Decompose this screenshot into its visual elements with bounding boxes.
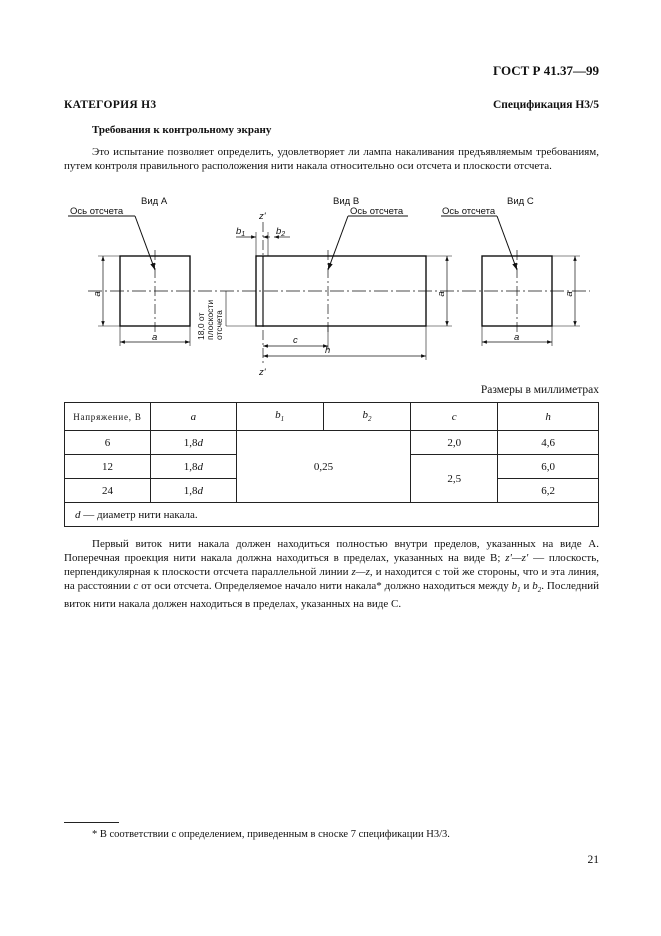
technical-drawing — [0, 190, 661, 380]
dim-a-bottom-c: a — [514, 332, 520, 343]
view-a-label: Вид А — [141, 196, 168, 207]
plane-distance-label — [196, 300, 224, 340]
dim-c: c — [293, 335, 298, 346]
z-top-label: z' — [259, 211, 266, 222]
dim-h: h — [325, 345, 331, 356]
b1-label: $b_1$ — [236, 226, 246, 238]
axis-ref-label-c: Ось отсчета — [442, 206, 496, 217]
category-title: КАТЕГОРИЯ Н3 — [64, 99, 157, 111]
view-b-label: Вид В — [333, 196, 360, 207]
table-row: 12 1,8d 2,5 6,0 — [65, 455, 599, 479]
dim-a-right-b: a — [436, 291, 447, 297]
axis-ref-label-a: Ось отсчета — [70, 206, 124, 217]
header-voltage: Напряжение, В — [65, 403, 151, 431]
z-bottom-label: z' — [259, 367, 266, 378]
footnote-divider — [64, 822, 119, 823]
view-c-label: Вид С — [507, 196, 534, 207]
b2-label: $b_2$ — [276, 226, 286, 238]
units-note: Размеры в миллиметрах — [480, 384, 599, 396]
intro-paragraph: Это испытание позволяет определить, удовлетворяет ли лампа накаливания предъявляемым требованиям, путем контроля правильного расположения нити накала относительно оси отсчета и плоскости отсчета. — [64, 146, 599, 172]
header-h: h — [498, 403, 599, 431]
body-paragraph: Первый виток нити накала должен находиться полностью внутри пределов, указанных на виде А. Поперечная проекция нити накала должна находиться в пределах, указанных на виде В; z'—z' — плоскость, перпендикулярная к плоскости отсчета параллельной линии z—z, и находится с той же стороны, что и эта линия, на расстоянии c от оси отсчета. Определяемое начало нити накала* должно находиться между $b_1$ и $b_2$. Последний виток нити накала должен находиться в пределах, указанных на виде С. — [64, 538, 600, 611]
dim-a-bottom-left: a — [152, 332, 158, 343]
dim-a-right-c: a — [564, 291, 575, 297]
dim-a-left: a — [92, 291, 103, 297]
header-b1: $b_1$ — [236, 403, 323, 431]
section-title: Требования к контрольному экрану — [92, 124, 272, 136]
standard-number: ГОСТ Р 41.37—99 — [493, 63, 599, 78]
header-b2: $b_2$ — [323, 403, 411, 431]
svg-text:отсчета: отсчета — [214, 310, 224, 340]
header-c: c — [411, 403, 498, 431]
header-a: a — [150, 403, 236, 431]
svg-text:18,0 от: 18,0 от — [196, 312, 206, 340]
dimensions-table — [64, 402, 599, 527]
specification-title: Спецификация Н3/5 — [492, 99, 599, 111]
footnote: * В соответствии с определением, приведенным в сноске 7 спецификации Н3/3. — [92, 829, 450, 840]
table-row: 24 1,8d 6,2 — [65, 479, 599, 503]
table-note-row: d — диаметр нити накала. — [65, 503, 599, 527]
svg-text:плоскости: плоскости — [205, 299, 215, 340]
axis-ref-label-b: Ось отсчета — [350, 206, 404, 217]
b-merged-cell: 0,25 — [236, 431, 411, 503]
c-merged-cell: 2,5 — [411, 455, 498, 503]
table-row: 6 1,8d 0,25 2,0 4,6 — [65, 431, 599, 455]
table-header-row — [65, 403, 599, 431]
page-number: 21 — [587, 854, 599, 866]
